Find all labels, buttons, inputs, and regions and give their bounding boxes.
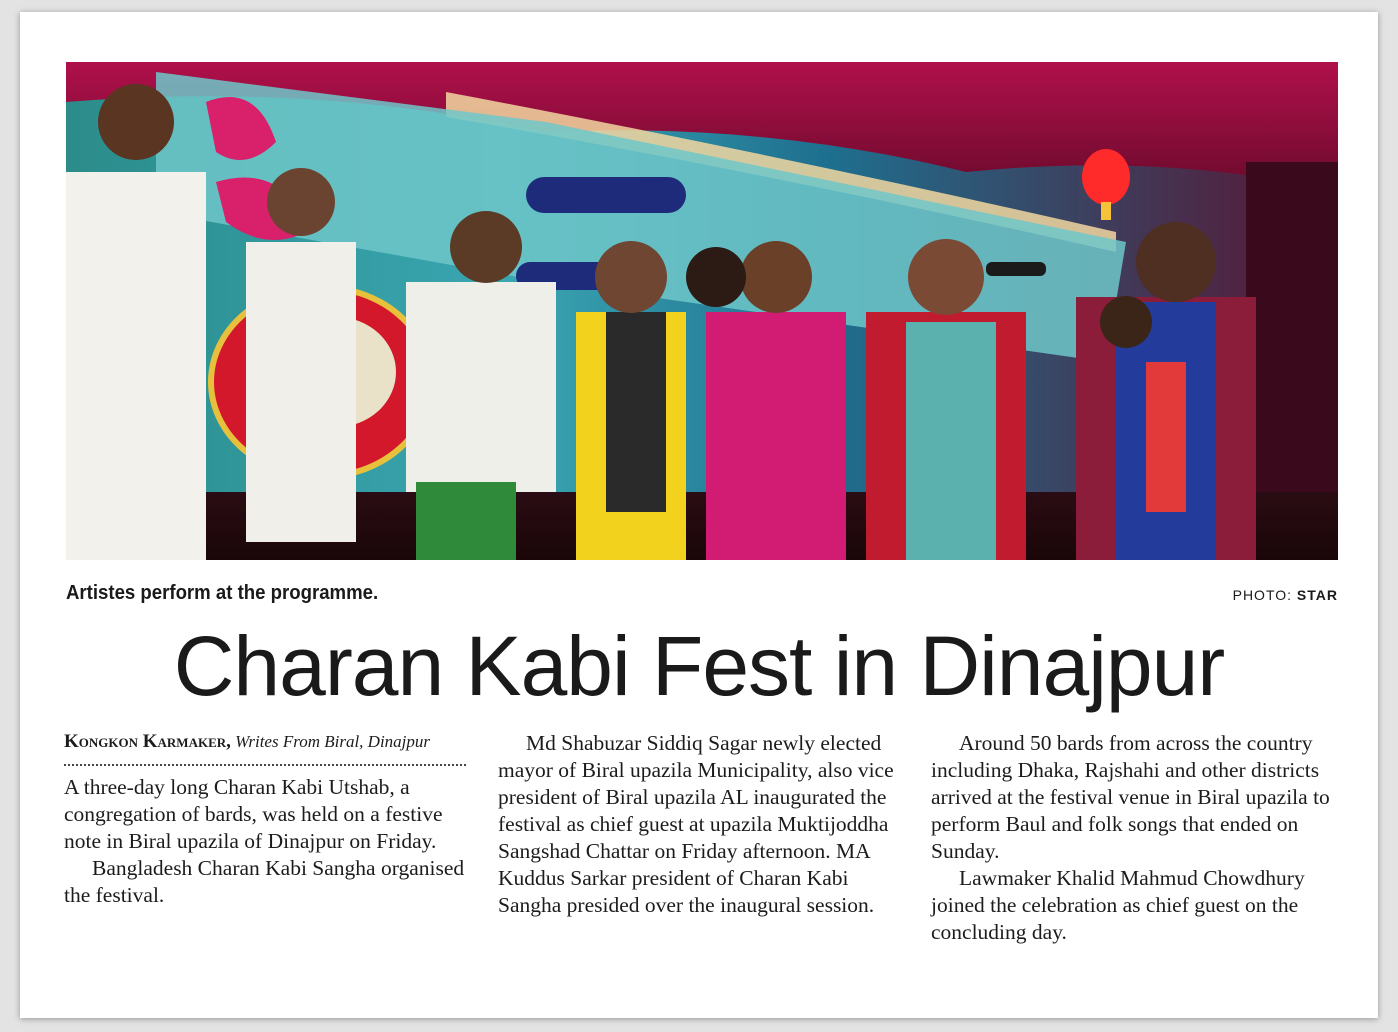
byline-author: Kongkon Karmaker, [64, 731, 231, 752]
photo-caption: Artistes perform at the programme. [66, 582, 379, 604]
article-column-1 [64, 730, 476, 909]
byline-divider [64, 764, 466, 766]
photo-credit [1233, 587, 1338, 603]
paragraph: Lawmaker Khalid Mahmud Chowdhury joined the celebration as chief guest on the concluding day. [931, 866, 1305, 944]
article-headline: Charan Kabi Fest in Dinajpur [173, 619, 1225, 713]
paragraph: Md Shabuzar Siddiq Sagar newly elected mayor of Biral upazila Municipality, also vice president of Biral upazila AL inaugurated the festival as chief guest at upazila Muktijoddha Sangshad Chattar on Friday afternoon. MA Kuddus Sarkar president of Charan Kabi Sangha presided over the inaugural session. [498, 731, 894, 917]
paragraph: Bangladesh Charan Kabi Sangha organised the festival. [64, 856, 465, 907]
article-column-3 [931, 730, 1343, 946]
paragraph: Around 50 bards from across the country including Dhaka, Rajshahi and other districts arrived at the festival venue in Biral upazila to perform Baul and folk songs that ended on Sunday. [931, 731, 1330, 863]
performance-photo [66, 62, 1338, 560]
photo-credit-prefix: PHOTO: [1232, 587, 1297, 603]
paragraph: A three-day long Charan Kabi Utshab, a congregation of bards, was held on a festive note in Biral upazila of Dinajpur on Friday. [64, 775, 443, 853]
stage-performance-illustration [66, 62, 1338, 560]
newspaper-clipping [20, 12, 1378, 1018]
photo-credit-source: STAR [1296, 587, 1338, 603]
byline [64, 730, 476, 754]
article-column-2 [498, 730, 910, 919]
byline-location: Writes From Biral, Dinajpur [235, 732, 431, 751]
